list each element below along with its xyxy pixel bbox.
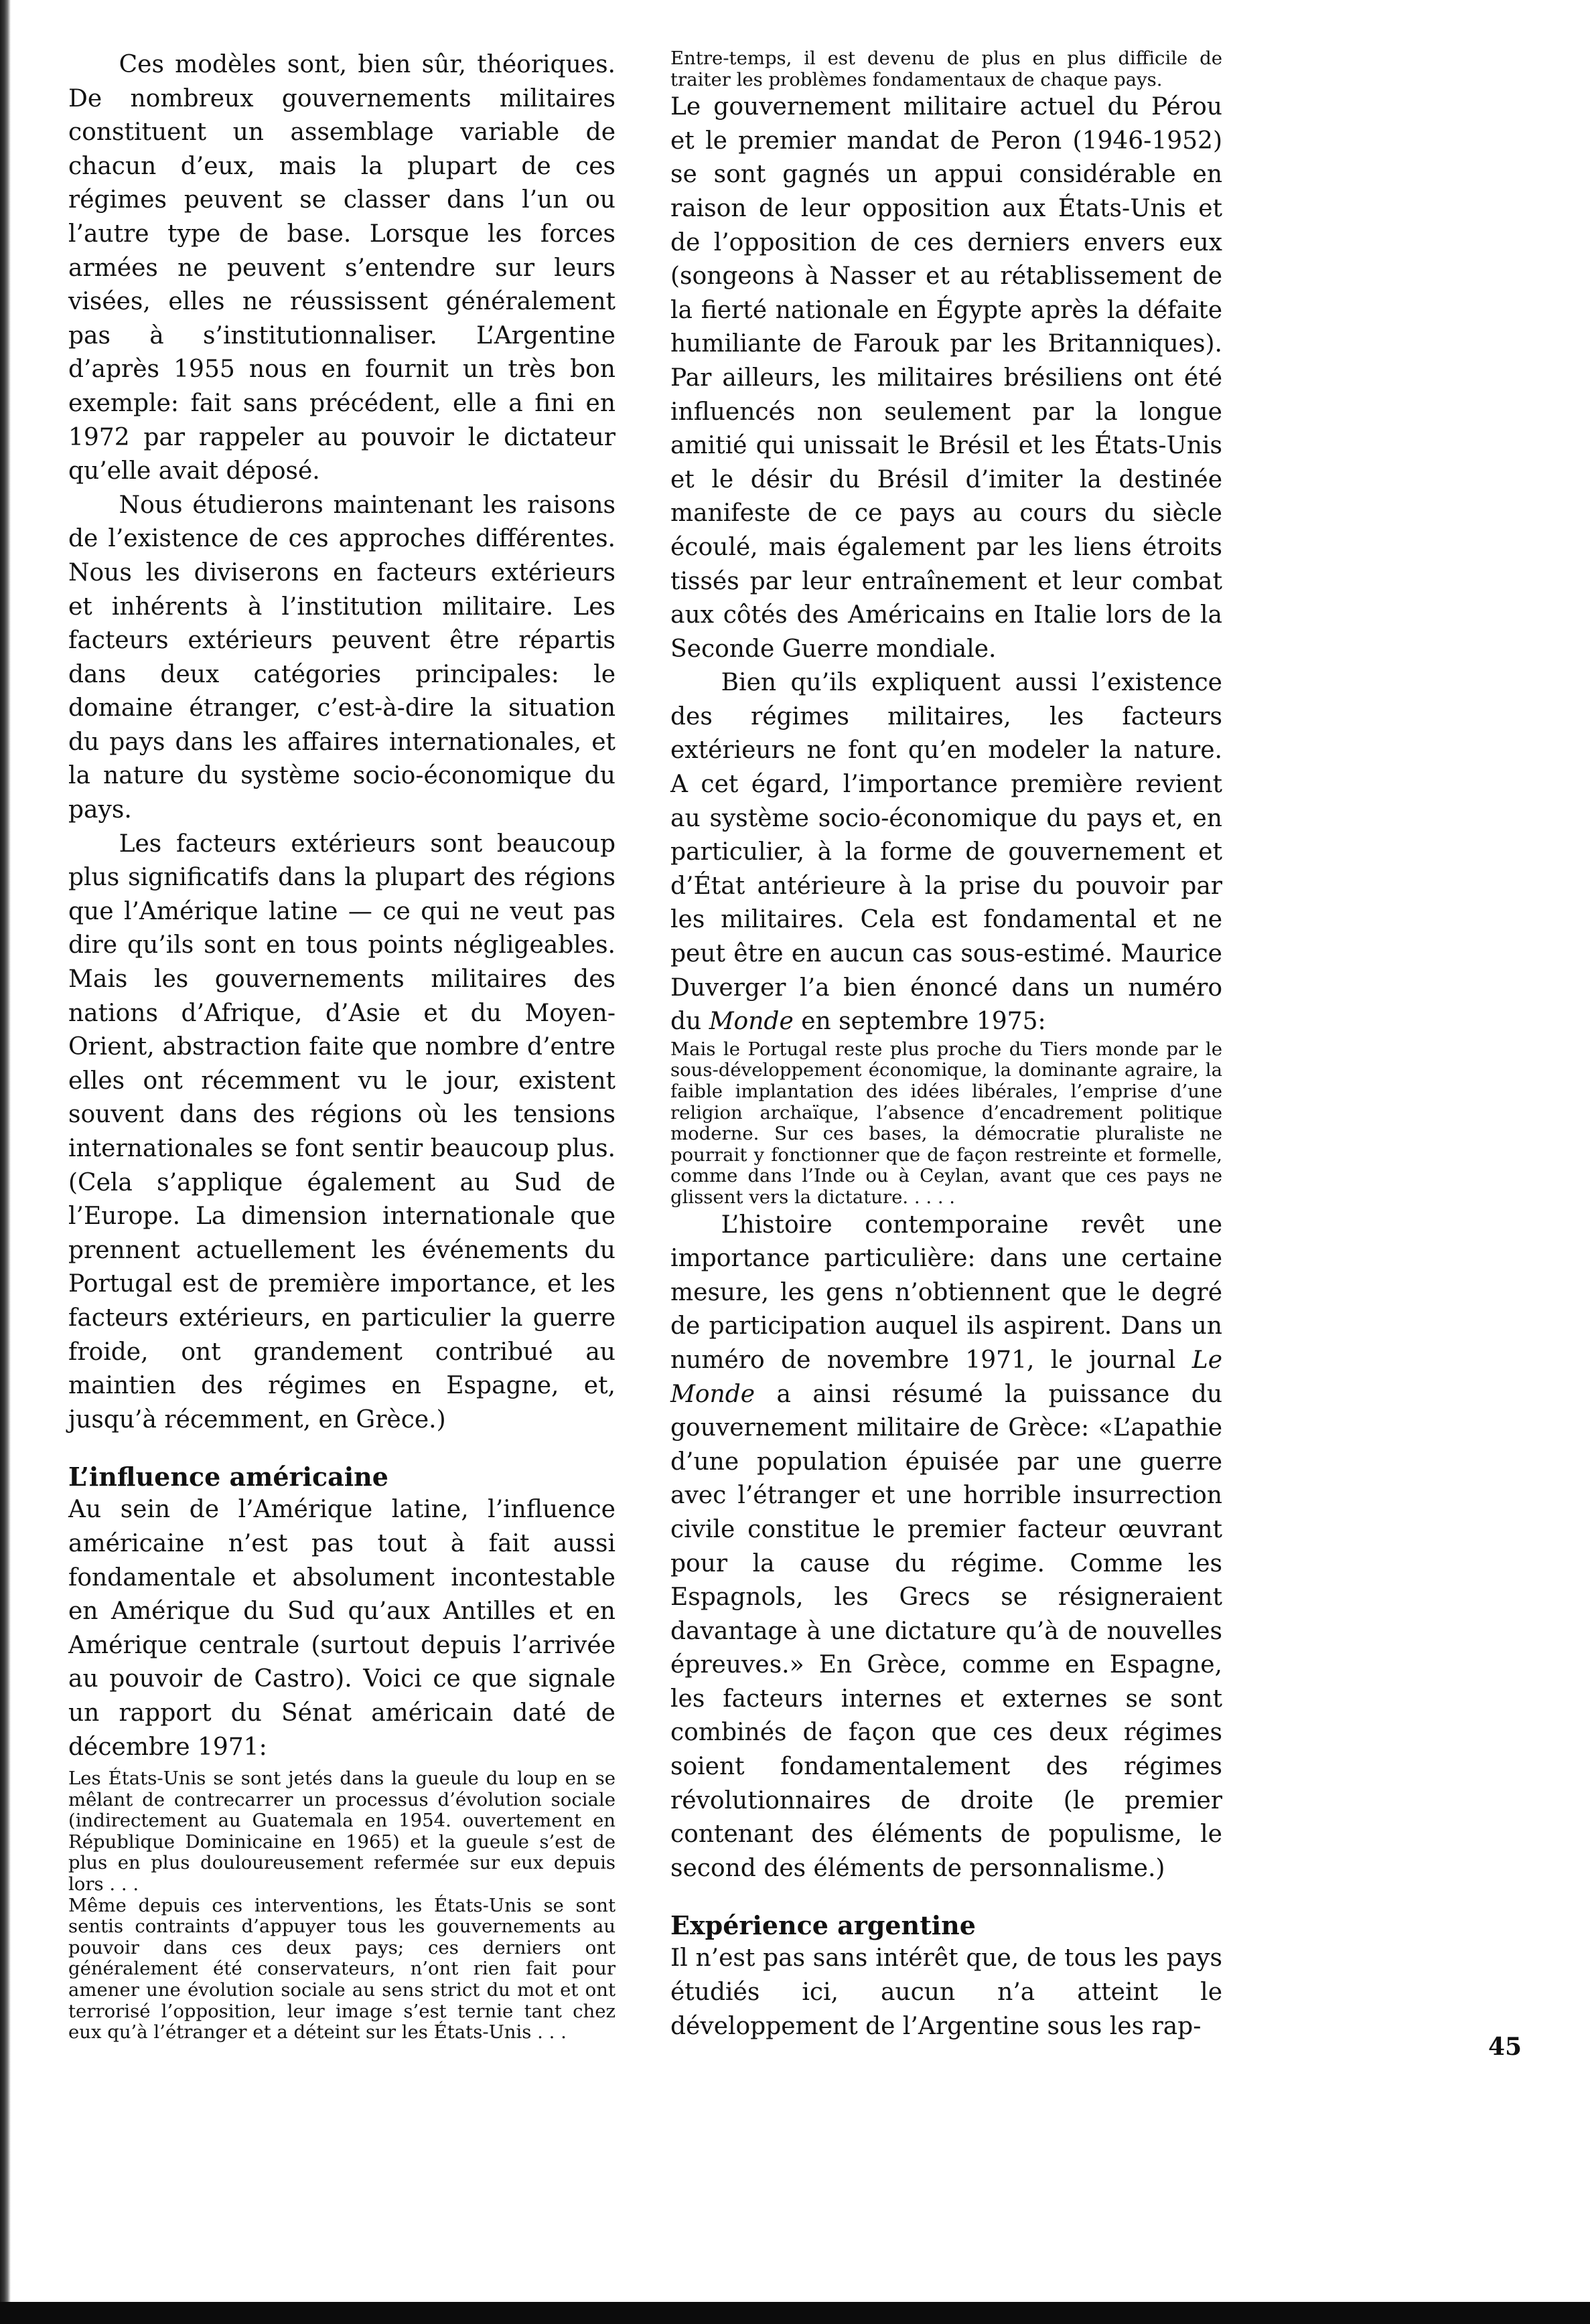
paragraph: Le gouvernement militaire actuel du Pérou et le premier mandat de Peron (1946-1952) se sont gagnés un appui considérable en raison de leur opposition aux États-Unis et de l’opposition de ces derniers envers eux (songeons à Nasser et au rétablissement de la fierté nationale en Égypte après la défaite humiliante de Farouk par les Britanniques). Par ailleurs, les militaires brésiliens ont été influencés non seulement par la longue amitié qui unissait le Brésil et les États-Unis et le désir du Brésil d’imiter la destinée manifeste de ce pays au cours du siècle écoulé, mais également par les liens étroits tissés par leur entraînement et leur combat aux côtés des Américains en Italie lors de la Seconde Guerre mondiale.	[670, 93, 1222, 663]
italic-title: Le Monde	[670, 1346, 1222, 1408]
text-run: en septembre 1975:	[793, 1008, 1046, 1036]
paragraph: Nous étudierons maintenant les raisons de l’existence de ces approches différentes. Nous les diviserons en facteurs extérieurs et inhérents à l’institution militaire. Les facteurs extérieurs peuvent être répartis dans deux catégories principales: le domaine étranger, c’est-à-dire la situation du pays dans les affaires internationales, et la nature du système socio-économique du pays.	[68, 491, 616, 824]
section-heading: Expérience argentine	[670, 1910, 976, 1941]
paragraph	[670, 1209, 1222, 1886]
text-run: L’histoire contemporaine revêt une importance particulière: dans une certaine mesure, les gens n’obtiennent que le degré de participation auquel ils aspirent. Dans un numéro de novembre 1971, le journal	[670, 1211, 1222, 1374]
italic-title: Monde	[709, 1008, 794, 1036]
text-run: Bien qu’ils expliquent aussi l’existence des régimes militaires, les facteurs extérieurs ne font qu’en modeler la nature. A cet égard, l’importance première revient au système socio-économique du pays et, en particulier, à la forme de gouvernement et d’État antérieure à la prise du pouvoir par les militaires. Cela est fondamental et ne peut être en aucun cas sous-estimé. Maurice Duverger l’a bien énoncé dans un numéro du	[670, 669, 1222, 1036]
paragraph: Il n’est pas sans intérêt que, de tous les pays étudiés ici, aucun n’a atteint le développement de l’Argentine sous les rap-	[670, 1944, 1222, 2040]
block-quote: Mais le Portugal reste plus proche du Tiers monde par le sous-développement économique, la dominante agraire, la faible implantation des idées libérales, l’emprise d’une religion archaïque, l’absence d’encadrement politique moderne. Sur ces bases, la démocratie pluraliste ne pourrait y fonctionner que de façon restreinte et formelle, comme dans l’Inde ou à Ceylan, avant que ces pays ne glissent vers la dictature. . . . .	[670, 1038, 1222, 1208]
paragraph: Ces modèles sont, bien sûr, théoriques. De nombreux gouvernements militaires constituent un assemblage variable de chacun d’eux, mais la plupart de ces régimes peuvent se classer dans l’un ou l’autre type de base. Lorsque les forces armées ne peuvent s’entendre sur leurs visées, elles ne réussissent généralement pas à s’institutionnaliser. L’Argentine d’après 1955 nous en fournit un très bon exemple: fait sans précédent, elle a fini en 1972 par rappeler au pouvoir le dictateur qu’elle avait déposé.	[68, 51, 616, 485]
paragraph: Au sein de l’Amérique latine, l’influence américaine n’est pas tout à fait aussi fondamentale et absolument incontestable en Amérique du Sud qu’aux Antilles et en Amérique centrale (surtout depuis l’arrivée au pouvoir de Castro). Voici ce que signale un rapport du Sénat américain daté de décembre 1971:	[68, 1496, 616, 1761]
block-quote: Même depuis ces interventions, les États-Unis se sont sentis contraints d’appuyer tous les gouvernements au pouvoir dans ces deux pays; ces derniers ont généralement été conservateurs, n’ont rien fait pour amener une évolution sociale au sens strict du mot et ont terrorisé l’opposition, leur image s’est ternie tant chez eux qu’à l’étranger et a déteint sur les États-Unis . . .	[68, 1894, 616, 2043]
paragraph: Les facteurs extérieurs sont beaucoup plus significatifs dans la plupart des régions que l’Amérique latine — ce qui ne veut pas dire qu’ils sont en tous points négligeables. Mais les gouvernements militaires des nations d’Afrique, d’Asie et du Moyen-Orient, abstraction faite que nombre d’entre elles ont récemment vu le jour, existent souvent dans des régions où les tensions internationales se font sentir beaucoup plus. (Cela s’applique également au Sud de l’Europe. La dimension internationale que prennent actuellement les événements du Portugal est de première importance, et les facteurs extérieurs, en particulier la guerre froide, ont grandement contribué au maintien des régimes en Espagne, et, jusqu’à récemment, en Grèce.)	[68, 830, 616, 1434]
left-column	[68, 48, 616, 2043]
page-number: 45	[1488, 2033, 1522, 2061]
block-quote: Entre-temps, il est devenu de plus en plus difficile de traiter les problèmes fondamentaux de chaque pays.	[670, 48, 1222, 90]
text-run: a ainsi résumé la puissance du gouvernement militaire de Grèce: «L’apathie d’une population épuisée par une guerre avec l’étranger et une horrible insurrection civile constitue le premier facteur œuvrant pour la cause du régime. Comme les Espagnols, les Grecs se résigneraient davantage à une dictature qu’à de nouvelles épreuves.» En Grèce, comme en Espagne, les facteurs internes et externes se sont combinés de façon que ces deux régimes soient fondamentalement des régimes révolutionnaires de droite (le premier contenant des éléments de populisme, le second des éléments de personnalisme.)	[670, 1380, 1222, 1882]
section-heading: L’influence américaine	[68, 1462, 388, 1492]
right-column	[670, 48, 1222, 2043]
page-bottom-edge	[0, 2302, 1590, 2324]
block-quote: Les États-Unis se sont jetés dans la gueule du loup en se mêlant de contrecarrer un processus d’évolution sociale (indirectement au Guatemala en 1954. ouvertement en République Dominicaine en 1965) et la gueule s’est de plus en plus douloureusement refermée sur eux depuis lors . . .	[68, 1768, 616, 1895]
paragraph	[670, 666, 1222, 1039]
book-binding-edge	[0, 0, 11, 2324]
